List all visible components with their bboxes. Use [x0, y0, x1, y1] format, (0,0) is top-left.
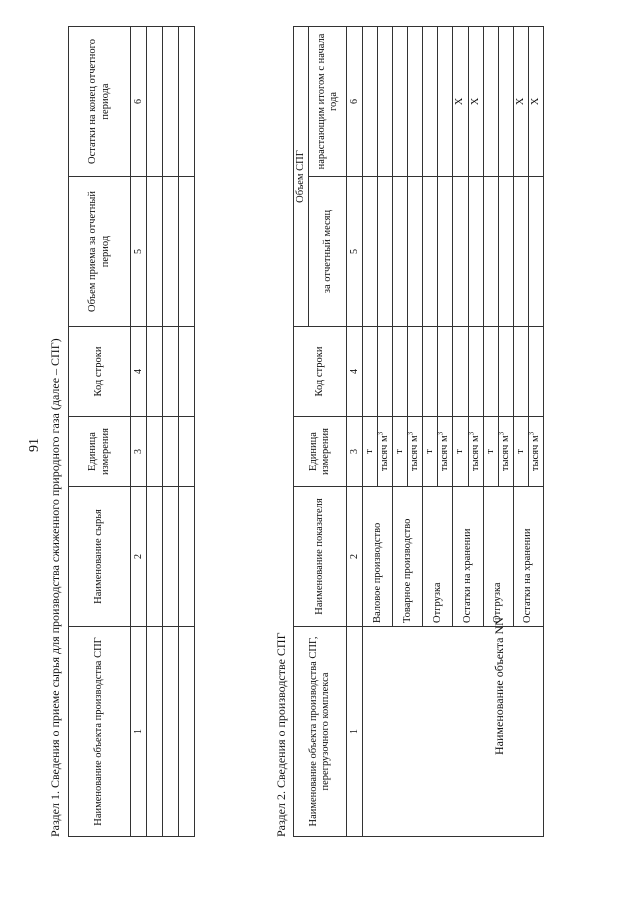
s1-empty-row: [147, 27, 163, 837]
page-number: 91: [27, 438, 42, 452]
s2-col-number: 2: [347, 487, 363, 627]
s2-indicator: Остатки на хранении: [513, 487, 543, 627]
s2-indicator: Остатки на хранении: [453, 487, 483, 627]
s2-col-number: 4: [347, 327, 363, 417]
s2-indicator: Товарное производство: [393, 487, 423, 627]
s2-cross-mark: X: [468, 27, 483, 177]
s1-col-number: 3: [131, 417, 147, 487]
s2-col-number: 1: [347, 627, 363, 837]
s1-header-object: Наименование объекта производства СПГ: [69, 627, 131, 837]
s1-empty-row: [179, 27, 195, 837]
s2-unit-thousand-m3: тысяч $м^3$: [528, 417, 543, 487]
s2-indicator: Отгрузка: [483, 487, 513, 627]
s2-unit-t: т: [453, 417, 468, 487]
s1-col-number: 4: [131, 327, 147, 417]
section1-caption: Раздел 1. Сведения о приеме сырья для производства сжиженного природного газа (далее – СПГ): [48, 338, 62, 837]
section1-table: [68, 26, 195, 837]
s2-data-row: [363, 27, 378, 837]
s2-indicator: Валовое производство: [363, 487, 393, 627]
s1-col-number: 5: [131, 177, 147, 327]
s2-header-volume-group: Объем СПГ: [294, 27, 309, 327]
s2-unit-thousand-m3: тысяч $м^3$: [438, 417, 453, 487]
s2-unit-thousand-m3: тысяч $м^3$: [468, 417, 483, 487]
s1-col-number: 1: [131, 627, 147, 837]
object-name-label: Наименование объекта NN: [492, 617, 506, 755]
s2-col-number: 5: [347, 177, 363, 327]
rotated-content: [40, 27, 600, 877]
s1-empty-row: [163, 27, 179, 837]
s2-unit-thousand-m3: тысяч $м^3$: [378, 417, 393, 487]
s1-header-volume: Объем приема за отчетный период: [69, 177, 131, 327]
s1-header-remains: Остатки на конец отчетного периода: [69, 27, 131, 177]
s2-unit-thousand-m3: тысяч $м^3$: [408, 417, 423, 487]
s2-unit-t: т: [513, 417, 528, 487]
s2-header-ytd: нарастающим итогом с начала года: [309, 27, 347, 177]
section2-caption: Раздел 2. Сведения о производстве СПГ: [274, 632, 288, 837]
s2-unit-t: т: [423, 417, 438, 487]
s2-cross-mark: X: [513, 27, 528, 177]
s2-header-indicator: Наименование показателя: [294, 487, 347, 627]
s2-object-cell: [363, 627, 544, 837]
s2-header-object: Наименование объекта производства СПГ, перегрузочного комплекса: [294, 627, 347, 837]
s2-header-unit: Единица измерения: [294, 417, 347, 487]
s2-col-number: 6: [347, 27, 363, 177]
s2-cross-mark: X: [453, 27, 468, 177]
s2-indicator: Отгрузка: [423, 487, 453, 627]
s1-col-number: 6: [131, 27, 147, 177]
s2-column-numbers-row: [347, 27, 363, 837]
s2-col-number: 3: [347, 417, 363, 487]
s1-col-number: 2: [131, 487, 147, 627]
s2-unit-t: т: [393, 417, 408, 487]
s2-header-month: за отчетный месяц: [309, 177, 347, 327]
s2-unit-t: т: [363, 417, 378, 487]
s1-column-numbers-row: [131, 27, 147, 837]
s2-header-code: Код строки: [294, 327, 347, 417]
s1-header-unit: Единица измерения: [69, 417, 131, 487]
s2-cross-mark: X: [528, 27, 543, 177]
s1-header-code: Код строки: [69, 327, 131, 417]
s2-unit-thousand-m3: тысяч $м^3$: [498, 417, 513, 487]
s1-header-raw-material: Наименование сырья: [69, 487, 131, 627]
s2-unit-t: т: [483, 417, 498, 487]
